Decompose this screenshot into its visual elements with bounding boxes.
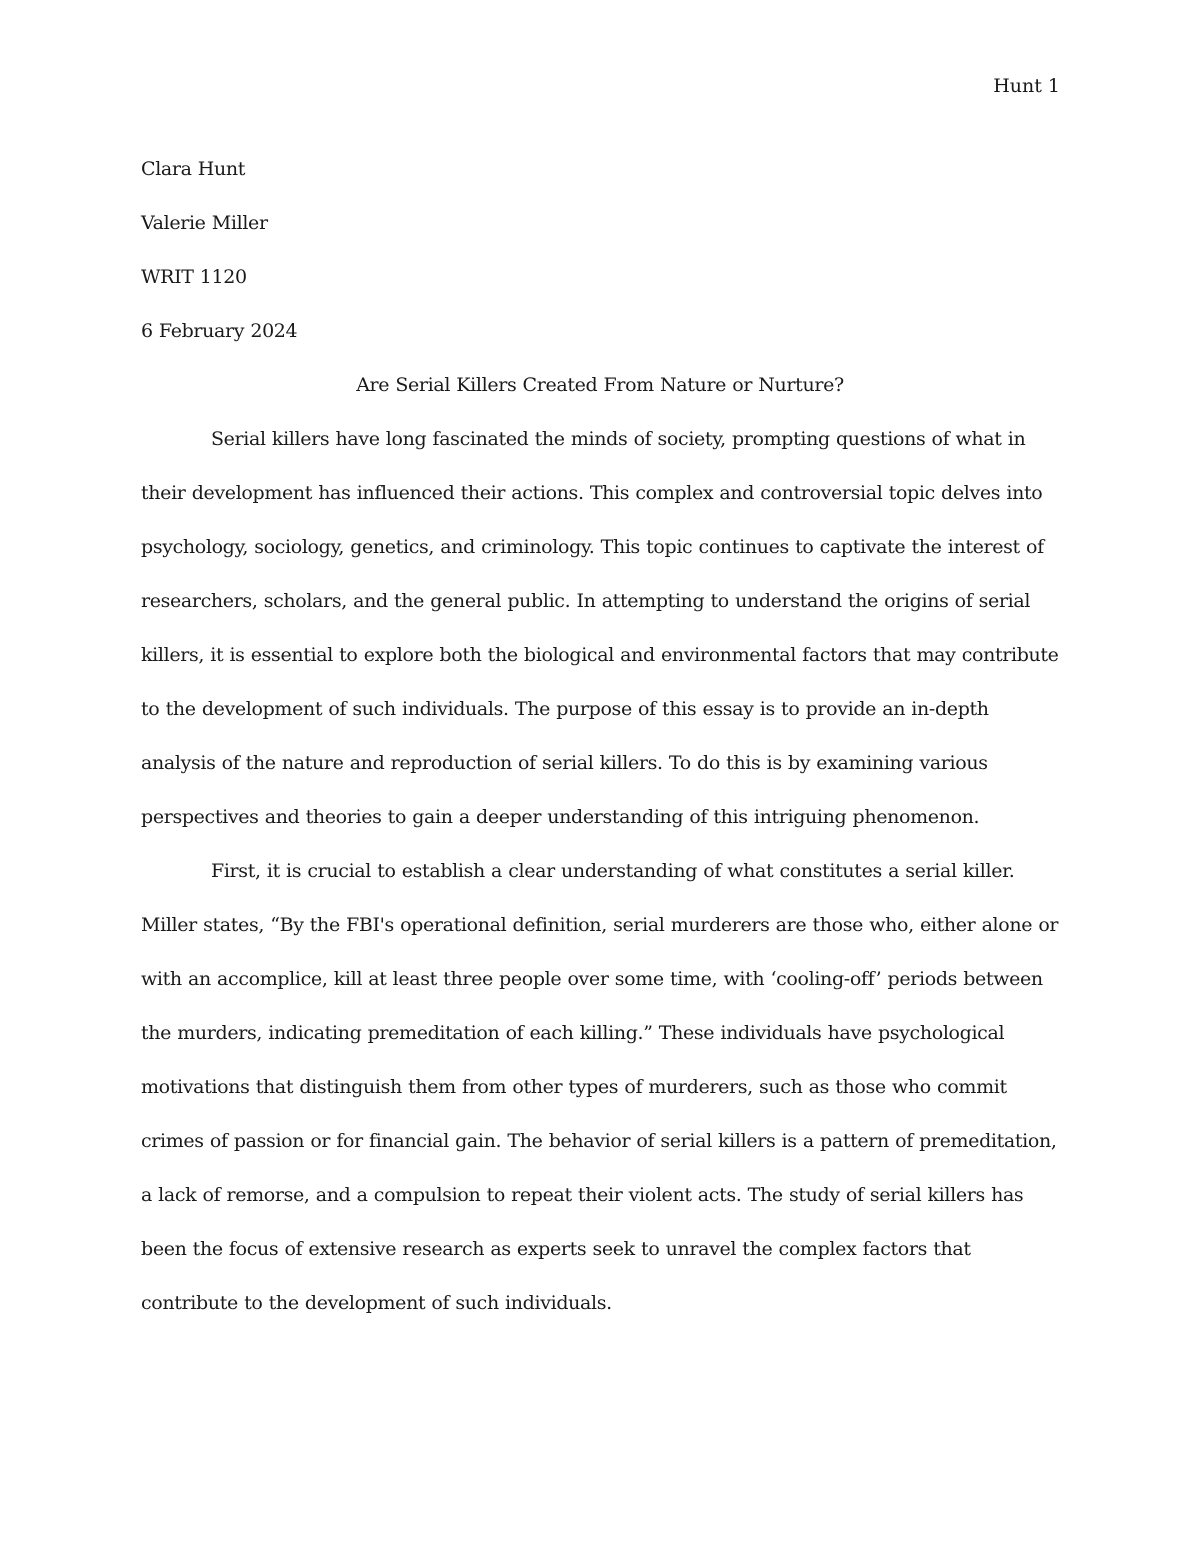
course-name: WRIT 1120 bbox=[141, 266, 247, 288]
essay-title: Are Serial Killers Created From Nature or Nurture? bbox=[356, 374, 844, 396]
document-body bbox=[141, 142, 1059, 1330]
paragraph-introduction: Serial killers have long fascinated the minds of society, prompting questions of what in their development has influenced their actions. This complex and controversial topic delves into psychology, sociology, genetics, and criminology. This topic continues to captivate the interest of researchers, scholars, and the general public. In attempting to understand the origins of serial killers, it is essential to explore both the biological and environmental factors that may contribute to the development of such individuals. The purpose of this essay is to provide an in-depth analysis of the nature and reproduction of serial killers. To do this is by examining various perspectives and theories to gain a deeper understanding of this intriguing phenomenon. bbox=[141, 428, 1059, 828]
paragraph-definition: First, it is crucial to establish a clear understanding of what constitutes a serial killer. Miller states, “By the FBI's operational definition, serial murderers are those who, either alone or with an accomplice, kill at least three people over some time, with ‘cooling-off’ periods between the murders, indicating premeditation of each killing.” These individuals have psychological motivations that distinguish them from other types of murderers, such as those who commit crimes of passion or for financial gain. The behavior of serial killers is a pattern of premeditation, a lack of remorse, and a compulsion to repeat their violent acts. The study of serial killers has been the focus of extensive research as experts seek to unravel the complex factors that contribute to the development of such individuals. bbox=[141, 860, 1059, 1314]
document-date: 6 February 2024 bbox=[141, 320, 298, 342]
author-name: Clara Hunt bbox=[141, 158, 246, 180]
instructor-name: Valerie Miller bbox=[141, 212, 268, 234]
running-head: Hunt 1 bbox=[993, 75, 1060, 97]
